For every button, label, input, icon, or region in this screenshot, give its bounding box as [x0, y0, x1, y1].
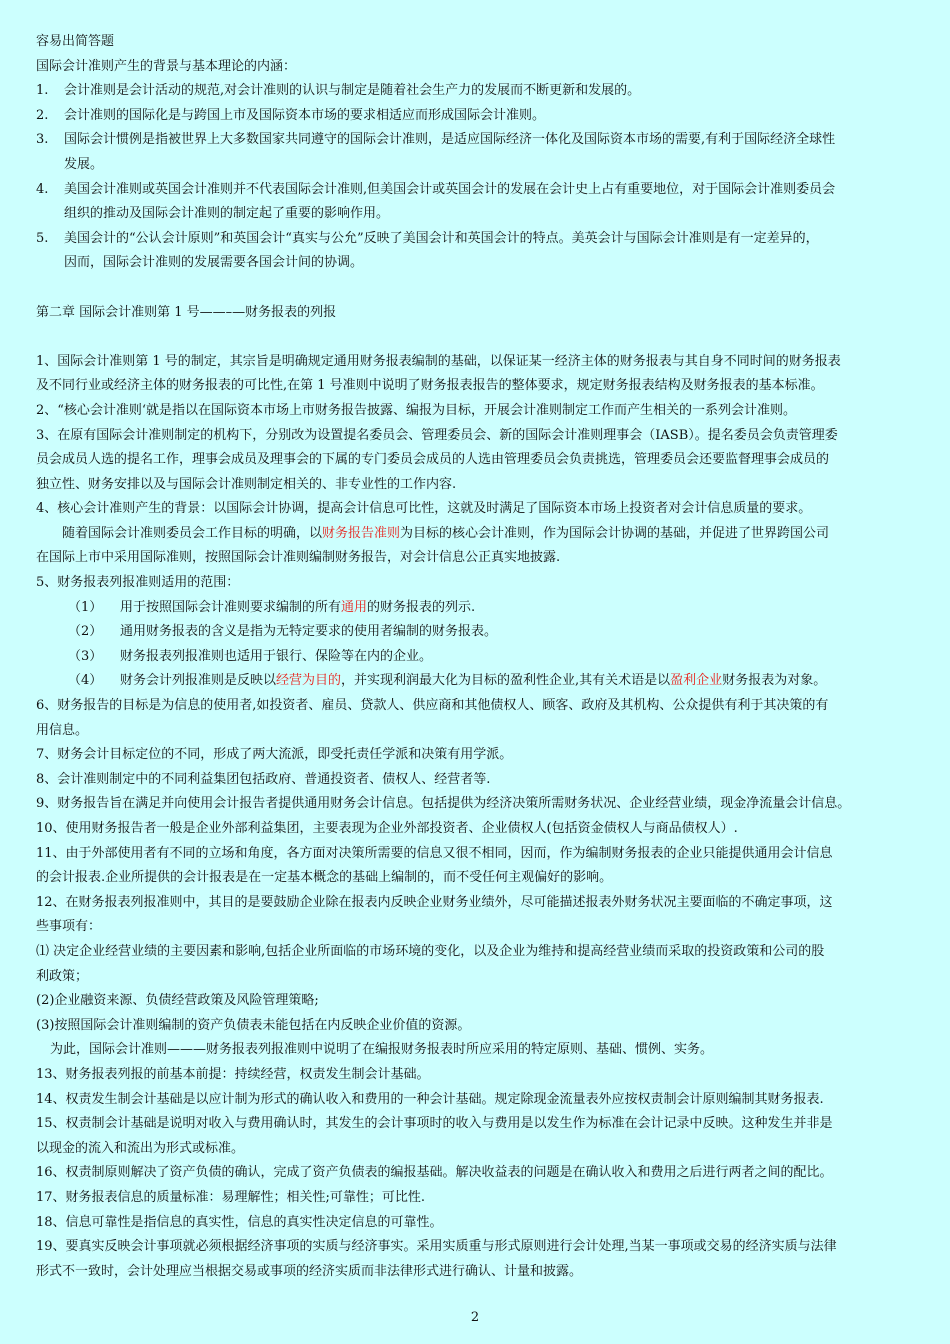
list-text-cont: 发展。: [64, 156, 104, 172]
list-text: 会计准则的国际化是与跨国上市及国际资本市场的要求相适应而形成国际会计准则。: [64, 107, 546, 123]
paragraph-line: ⑴ 决定企业经营业绩的主要因素和影响,包括企业所面临的市场环境的变化，以及企业为维持和提高经营业绩而采取的投资政策和公司的股: [36, 943, 825, 959]
paragraph-line: 为此，国际会计准则———财务报表列报准则中说明了在编报财务报表时所应采用的特定原则、基础、惯例、实务。: [50, 1042, 714, 1058]
list-text: 美国会计的“公认会计原则”和英国会计“真实与公允”反映了美国会计和英国会计的特点。美英会计与国际会计准则是有一定差异的，: [64, 230, 819, 246]
text-run: 财务报表为对象。: [722, 673, 827, 689]
paragraph-line: 13、财务报表列报的前基本前提：持续经营，权责发生制会计基础。: [36, 1066, 430, 1082]
paragraph-line: (3)按照国际会计准则编制的资产负债表未能包括在内反映企业价值的资源。: [36, 1017, 471, 1033]
document-body: [36, 30, 916, 1284]
section-heading: 容易出简答题: [36, 34, 115, 49]
paragraph-line: 的会计报表.企业所提供的会计报表是在一定基本概念的基础上编制的，而不受任何主观偏好的影响。: [36, 870, 613, 886]
paragraph-line: 些事项有：: [36, 919, 102, 935]
list-item: [36, 79, 916, 104]
list-number: 4.: [36, 181, 49, 197]
paragraph-line: 17、财务报表信息的质量标准：易理解性；相关性;可靠性；可比性.: [36, 1189, 426, 1205]
paragraph-line: 10、使用财务报告者一般是企业外部利益集团，主要表现为企业外部投资者、企业债权人(包括资金债权人与商品债权人）.: [36, 821, 738, 836]
text-run: 财务会计列报准则是反映以: [120, 673, 277, 689]
sub-item: [36, 596, 916, 621]
paragraph-line: 19、要真实反映会计事项就必须根据经济事项的实质与经济事实。采用实质重与形式原则进行会计处理,当某一事项或交易的经济实质与法律: [36, 1239, 837, 1255]
page-number: 2: [470, 1310, 480, 1325]
paragraph-line: 15、权责制会计基础是说明对收入与费用确认时，其发生的会计事项时的收入与费用是以发生作为标准在会计记录中反映。这种发生并非是: [36, 1116, 833, 1132]
paragraph-line: 员会成员人选的提名工作，理事会成员及理事会的下属的专门委员会成员的人选由管理委员会负责挑选，管理委员会还要监督理事会成员的: [36, 452, 830, 468]
paragraph-line: 7、财务会计目标定位的不同，形成了两大流派，即受托责任学派和决策有用学派。: [36, 747, 513, 763]
sub-item-number: （1）: [68, 599, 103, 615]
chapter-title: 第二章 国际会计准则第 1 号——–—财务报表的列报: [36, 304, 337, 320]
intro-line: 国际会计准则产生的背景与基本理论的内涵：: [36, 58, 297, 74]
list-item: [36, 128, 916, 177]
highlight-text: 盈利企业: [670, 673, 723, 689]
highlight-text: 经营为目的: [276, 673, 342, 689]
sub-item: [36, 620, 916, 645]
text-run: 财务报表列报准则也适用于银行、保险等在内的企业。: [120, 648, 433, 664]
paragraph-line: 及不同行业或经济主体的财务报表的可比性,在第 1 号准则中说明了财务报表报告的整体要求，规定财务报表结构及财务报表的基本标准。: [36, 378, 824, 394]
paragraph-line: (2)企业融资来源、负债经营政策及风险管理策略;: [36, 993, 319, 1009]
list-text: 美国会计准则或英国会计准则并不代表国际会计准则,但美国会计或英国会计的发展在会计史上占有重要地位，对于国际会计准则委员会: [64, 181, 836, 197]
paragraph-line: 用信息。: [36, 722, 89, 738]
paragraph-line: 在国际上市中采用国际准则，按照国际会计准则编制财务报告，对会计信息公正真实地披露.: [36, 550, 561, 566]
list-number: 5.: [36, 230, 49, 246]
text-run: ，并实现利润最大化为目标的盈利性企业,其有关术语是以: [341, 673, 671, 689]
sub-item-number: （2）: [68, 624, 103, 640]
paragraph-line: 独立性、财务安排以及与国际会计准则制定相关的、非专业性的工作内容.: [36, 476, 457, 492]
paragraph-line: 11、由于外部使用者有不同的立场和角度，各方面对决策所需要的信息又很不相同，因而，作为编制财务报表的企业只能提供通用会计信息: [36, 845, 833, 861]
paragraph-line: 9、财务报告旨在满足并向使用会计报告者提供通用财务会计信息。包括提供为经济决策所需财务状况、企业经营业绩，现金净流量会计信息。: [36, 796, 851, 812]
paragraph-line: 1、国际会计准则第 1 号的制定，其宗旨是明确规定通用财务报表编制的基础，以保证某一经济主体的财务报表与其自身不同时间的财务报表: [36, 353, 841, 369]
list-text-cont: 组织的推动及国际会计准则的制定起了重要的影响作用。: [64, 206, 390, 222]
paragraph-line: 16、权责制原则解决了资产负债的确认，完成了资产负债表的编报基础。解决收益表的问题是在确认收入和费用之后进行两者之间的配比。: [36, 1165, 833, 1181]
paragraph-line: 4、核心会计准则产生的背景：以国际会计协调，提高会计信息可比性，这就及时满足了国际资本市场上投资者对会计信息质量的要求。: [36, 501, 812, 517]
highlight-text: 财务报告准则: [322, 525, 401, 541]
list-number: 2.: [36, 107, 49, 123]
paragraph-line: 8、会计准则制定中的不同利益集团包括政府、普通投资者、债权人、经营者等.: [36, 771, 491, 787]
sub-item-number: （3）: [68, 648, 103, 664]
paragraph-line: 18、信息可靠性是指信息的真实性，信息的真实性决定信息的可靠性。: [36, 1214, 443, 1230]
text-run: 通用财务报表的含义是指为无特定要求的使用者编制的财务报表。: [120, 624, 498, 640]
highlight-text: 通用: [341, 599, 368, 615]
paragraph-line: 形式不一致时，会计处理应当根据交易或事项的经济实质而非法律形式进行确认、计量和披露。: [36, 1263, 583, 1279]
sub-item-number: （4）: [68, 673, 103, 689]
paragraph-line: 12、在财务报表列报准则中，其目的是要鼓励企业除在报表内反映企业财务业绩外，尽可能描述报表外财务状况主要面临的不确定事项，这: [36, 894, 833, 910]
paragraph-line: 利政策；: [36, 968, 89, 984]
paragraph-line: 5、财务报表列报准则适用的范围：: [36, 575, 240, 591]
text-run: 为目标的核心会计准则，作为国际会计协调的基础，并促进了世界跨国公司: [400, 525, 830, 541]
text-run: 的财务报表的列示.: [367, 599, 476, 615]
list-text: 会计准则是会计活动的规范,对会计准则的认识与制定是随着社会生产力的发展而不断更新和发展的。: [64, 83, 641, 99]
paragraph-line: 以现金的流入和流出为形式或标准。: [36, 1140, 245, 1156]
paragraph-line: 2、“核心会计准则‘就是指以在国际资本市场上市财务报告披露、编报为目标，开展会计准则制定工作而产生相关的一系列会计准则。: [36, 402, 797, 418]
sub-item: [36, 645, 916, 670]
list-text-cont: 因而，国际会计准则的发展需要各国会计间的协调。: [64, 255, 364, 271]
text-run: 随着国际会计准则委员会工作目标的明确，以: [62, 525, 323, 541]
text-run: 用于按照国际会计准则要求编制的所有: [120, 599, 342, 615]
list-item: [36, 178, 916, 227]
paragraph-line: 6、财务报告的目标是为信息的使用者,如投资者、雇员、贷款人、供应商和其他债权人、顾客、政府及其机构、公众提供有利于其决策的有: [36, 698, 829, 714]
paragraph-line: 14、权责发生制会计基础是以应计制为形式的确认收入和费用的一种会计基础。规定除现金流量表外应按权责制会计原则编制其财务报表.: [36, 1091, 824, 1107]
paragraph-line: [36, 522, 916, 547]
list-item: [36, 104, 916, 129]
paragraph-line: 3、在原有国际会计准则制定的机构下，分别改为设置提名委员会、管理委员会、新的国际会计准则理事会（IASB）。提名委员会负责管理委: [36, 427, 838, 443]
list-number: 1.: [36, 83, 49, 99]
list-number: 3.: [36, 132, 49, 148]
list-text: 国际会计惯例是指被世界上大多数国家共同遵守的国际会计准则，是适应国际经济一体化及国际资本市场的需要,有利于国际经济全球性: [64, 132, 836, 148]
sub-item: [36, 669, 916, 694]
list-item: [36, 227, 916, 276]
